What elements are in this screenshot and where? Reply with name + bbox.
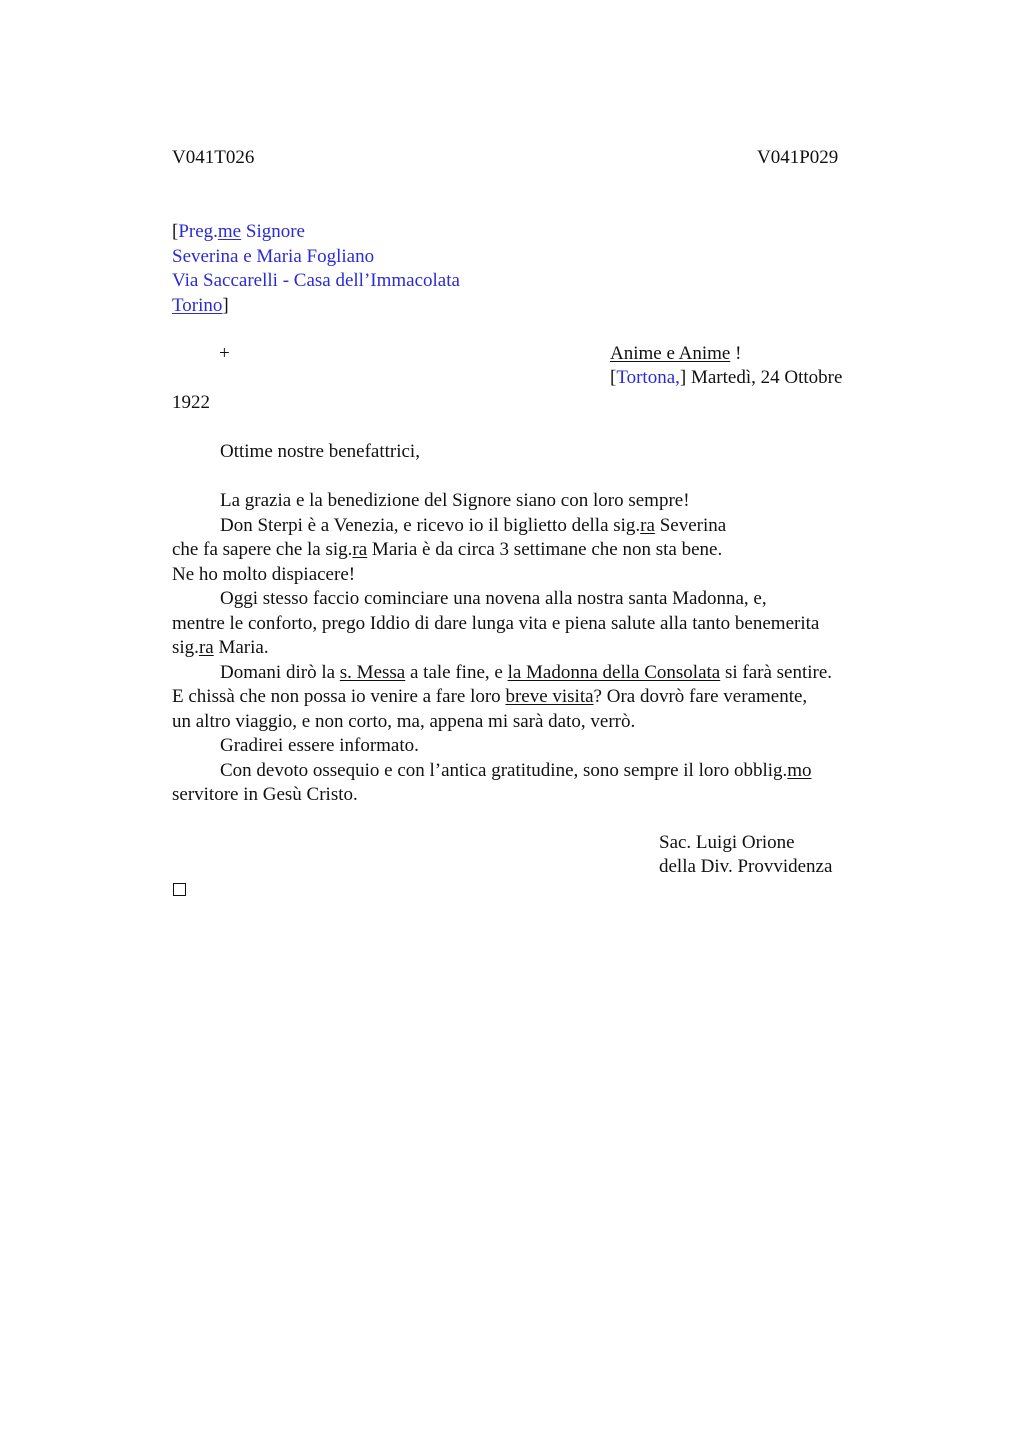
dateline-year: 1922 (172, 392, 210, 413)
dateline: [Tortona,] Martedì, 24 Ottobre (610, 367, 843, 388)
paragraph-2-line-3: Ne ho molto dispiacere! (172, 563, 356, 585)
dateline-place: Tortona, (616, 367, 680, 388)
paragraph-4-line-1: Domani dirò la s. Messa a tale fine, e la Madonna della Consolata si farà sentire. (220, 661, 833, 683)
paragraph-5: Gradirei essere informato. (220, 735, 419, 756)
address-city: Torino (172, 294, 223, 316)
bracket: [ (172, 221, 179, 242)
address-title: Preg.me Signore (178, 221, 305, 242)
signature-line-1: Sac. Luigi Orione (659, 832, 795, 853)
paragraph-3-line-2: mentre le conforto, prego Iddio di dare lunga vita e piena salute alla tanto benemerita (172, 612, 820, 634)
bracket: ] (222, 294, 229, 316)
paragraph-3-line-3: sig.ra Maria. (172, 637, 269, 658)
paragraph-2-line-1: Don Sterpi è a Venezia, e ricevo io il biglietto della sig.ra Severina (220, 514, 727, 536)
end-marker-box (173, 883, 186, 896)
motto: Anime e Anime ! (610, 343, 742, 364)
letter-body (172, 489, 892, 808)
address-line-4 (172, 294, 460, 319)
document-code-right: V041P029 (757, 147, 839, 168)
document-code-left: V041T026 (172, 147, 255, 168)
greeting: Ottime nostre benefattrici, (220, 441, 420, 462)
address-line-3: Via Saccarelli - Casa dell’Immacolata (172, 270, 460, 291)
paragraph-6-line-2: servitore in Gesù Cristo. (172, 784, 358, 805)
cross-symbol: + (219, 343, 230, 364)
paragraph-4-line-2: E chissà che non possa io venire a fare loro breve visita? Ora dovrò fare veramente, (172, 686, 808, 707)
address-block (172, 220, 460, 318)
paragraph-6-line-1: Con devoto ossequio e con l’antica gratitudine, sono sempre il loro obblig.mo (220, 759, 812, 781)
paragraph-3-line-1: Oggi stesso faccio cominciare una novena alla nostra santa Madonna, e, (220, 588, 767, 609)
address-line-1 (172, 220, 460, 245)
signature-line-2: della Div. Provvidenza (659, 856, 833, 877)
address-line-2: Severina e Maria Fogliano (172, 245, 375, 267)
paragraph-4-line-3: un altro viaggio, e non corto, ma, appena mi sarà dato, verrò. (172, 710, 636, 732)
paragraph-2-line-2: che fa sapere che la sig.ra Maria è da circa 3 settimane che non sta bene. (172, 539, 723, 560)
paragraph-1: La grazia e la benedizione del Signore siano con loro sempre! (220, 490, 690, 511)
